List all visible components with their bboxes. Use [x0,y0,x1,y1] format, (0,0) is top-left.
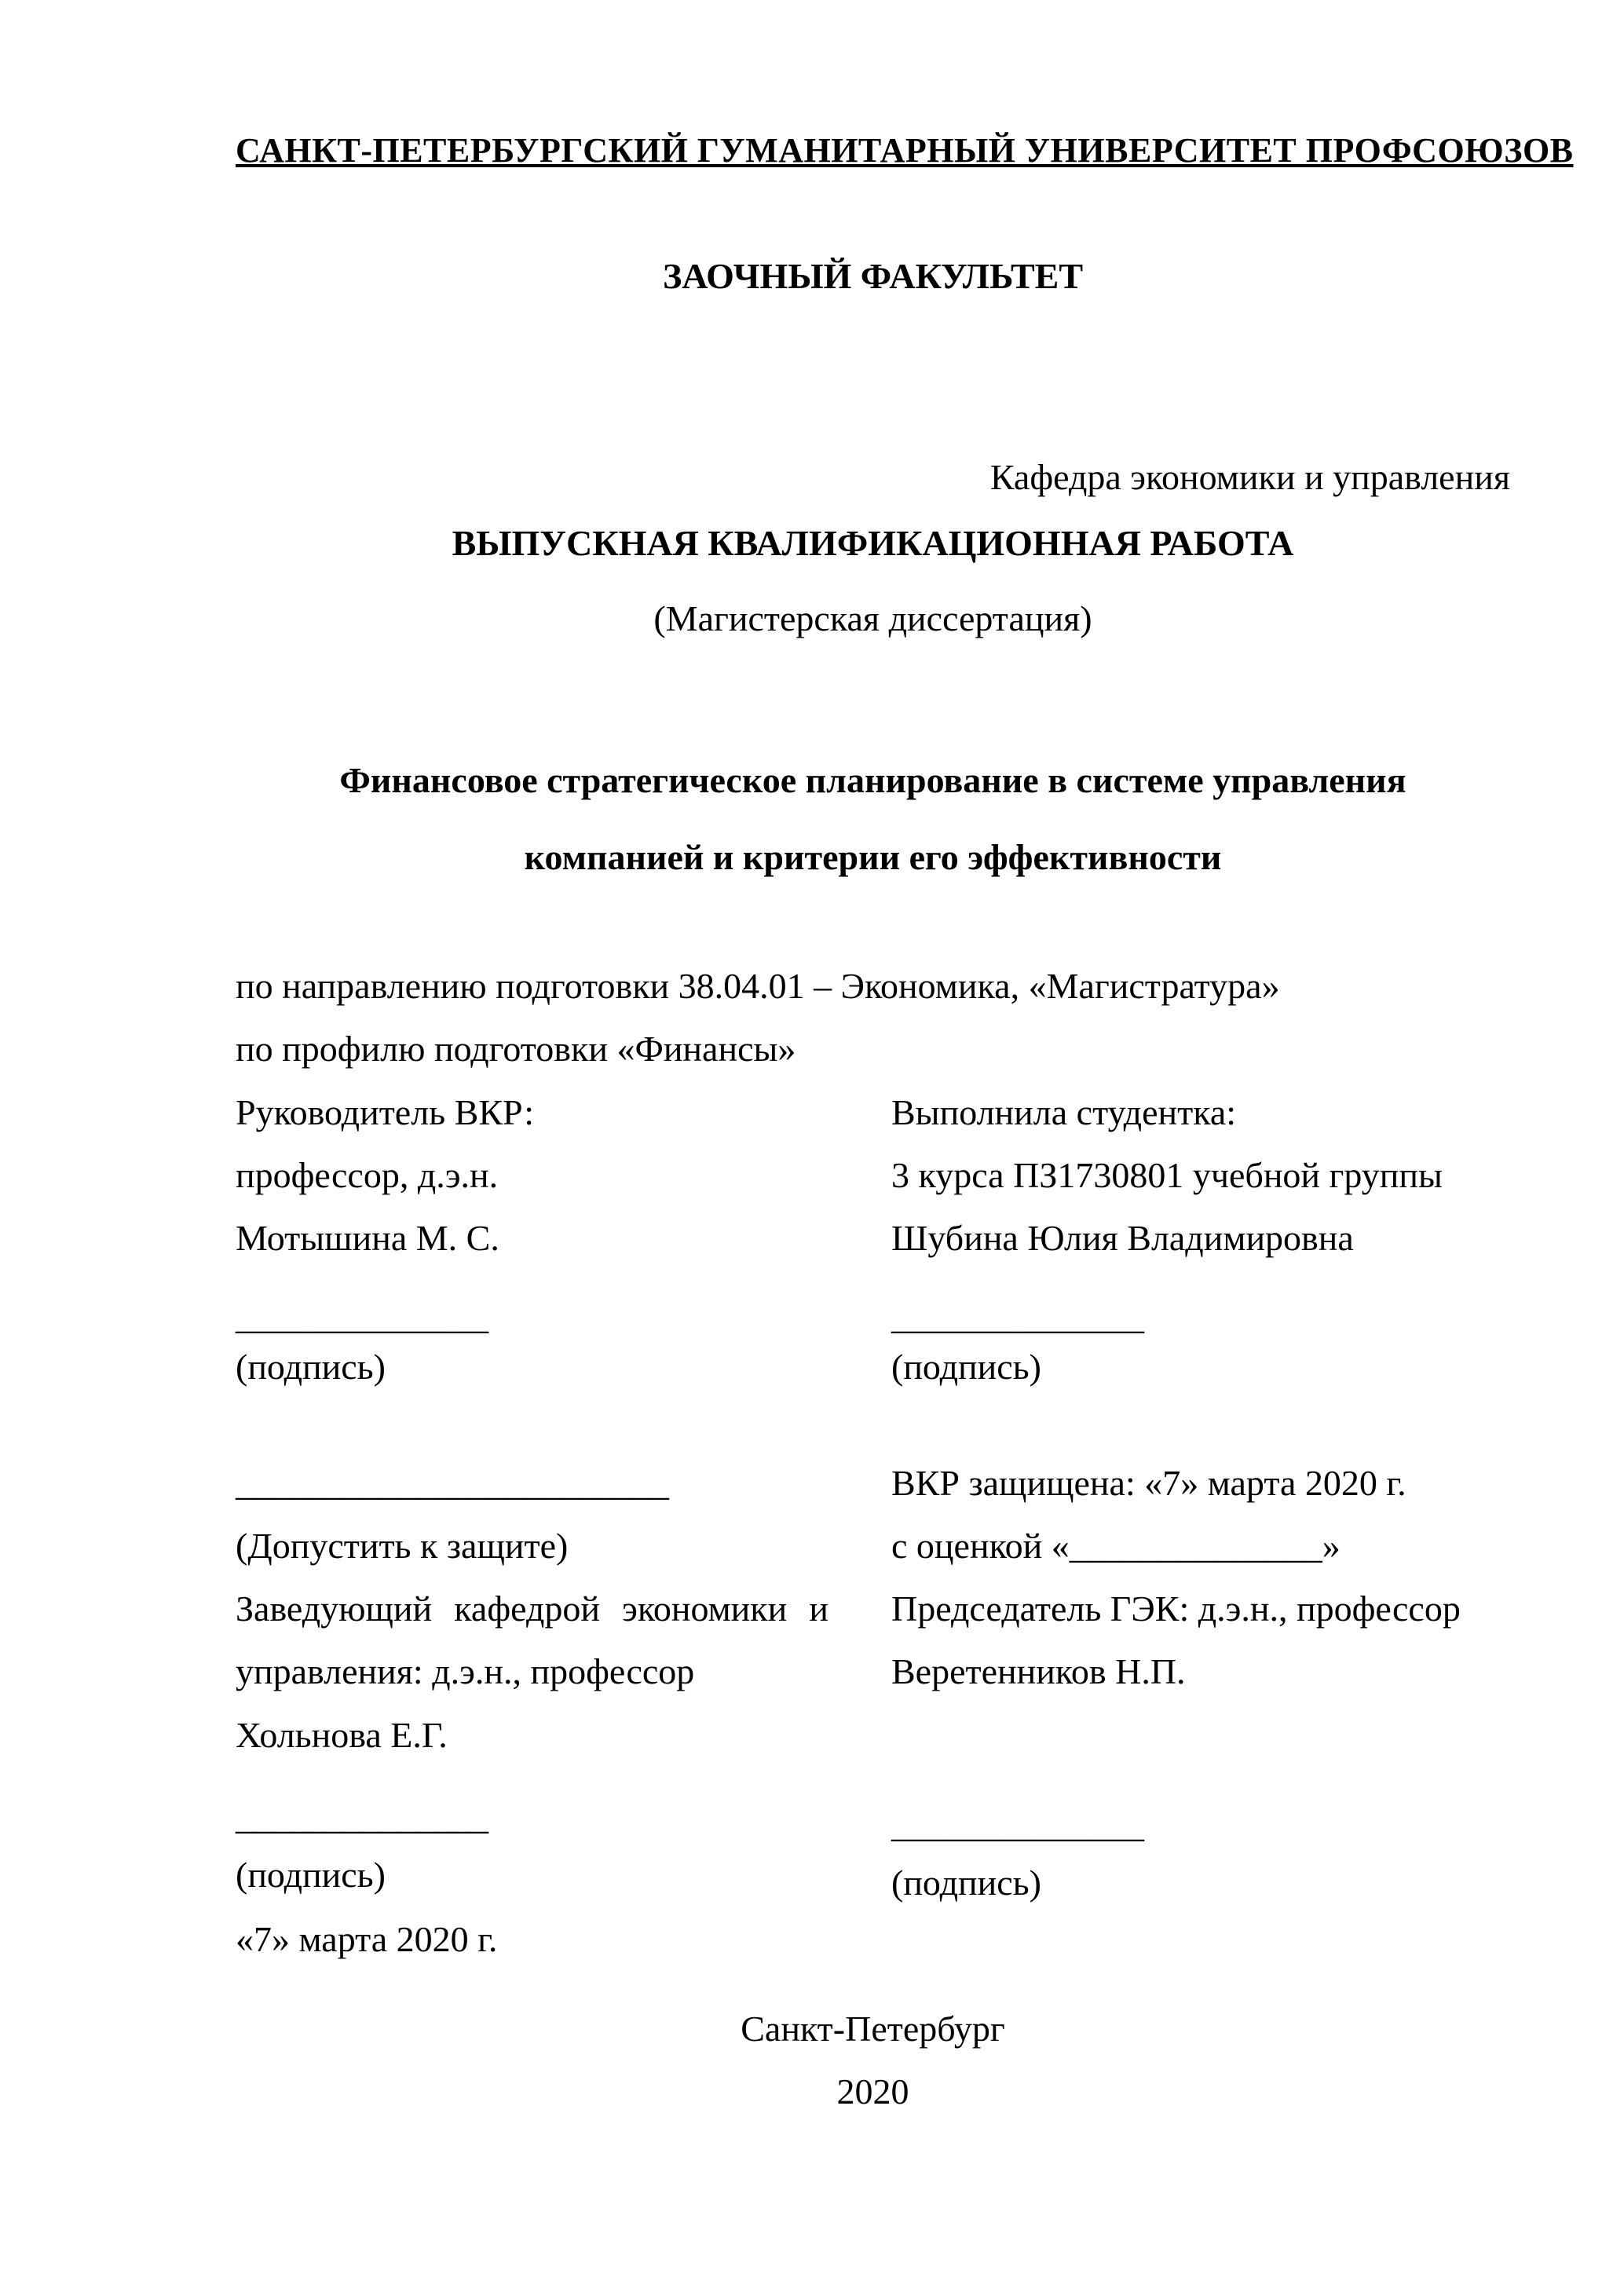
department-head-line1: Заведующий кафедрой экономики и [236,1589,828,1629]
work-subtype: (Магистерская диссертация) [653,598,1092,638]
signature-lines-row-2 [236,1795,1510,1847]
supervisor-label: Руководитель ВКР: [236,1091,535,1132]
thesis-title-line2: компанией и критерии его эффективности [524,837,1222,878]
city-name: Санкт-Петербург [741,2008,1005,2049]
admission-date: «7» марта 2020 г. [236,1918,498,1959]
profile-line: по профилю подготовки «Финансы» [236,1029,796,1069]
student-group: 3 курса ПЗ1730801 учебной группы [891,1154,1443,1195]
degree-group-row [236,1153,1510,1197]
thesis-title-line1: Финансовое стратегическое планирование в системе управления [339,760,1406,801]
university-name: САНКТ-ПЕТЕРБУРГСКИЙ ГУМАНИТАРНЫЙ УНИВЕРСИТЕТ ПРОФСОЮЗОВ [236,131,1574,170]
admission-signature-line: ______________ [236,1796,488,1837]
year: 2020 [836,2071,909,2112]
student-signature-line: ______________ [891,1296,1144,1336]
signature-lines-row-1 [236,1295,1510,1339]
roles-row [236,1091,1510,1135]
student-name: Шубина Юлия Владимировна [891,1217,1354,1258]
student-label: Выполнила студентка: [891,1091,1237,1132]
chairman-signature-line: ______________ [891,1804,1144,1844]
head-name-row [236,1713,1510,1757]
admission-caption: (Допустить к защите) [236,1526,569,1567]
signature-captions-row-2 [236,1853,1510,1905]
admission-signature-caption: (подпись) [236,1854,386,1895]
admission-grade-row [236,1524,1510,1568]
department-name: Кафедра экономики и управления [989,456,1510,497]
defense-grade: с оценкой «______________» [891,1526,1341,1567]
chairman-signature-caption: (подпись) [891,1862,1041,1903]
supervisor-degree: профессор, д.э.н. [236,1154,499,1195]
supervisor-name: Мотышина М. С. [236,1217,499,1258]
head-chairman-row-1 [236,1587,1510,1631]
supervisor-signature-caption: (подпись) [236,1346,386,1387]
department-head-line2: управления: д.э.н., профессор [236,1651,695,1692]
supervisor-signature-line: ______________ [236,1296,488,1336]
work-type: ВЫПУСКНАЯ КВАЛИФИКАЦИОННАЯ РАБОТА [452,522,1294,563]
department-head-name: Хольнова Е.Г. [236,1714,448,1755]
faculty-name: ЗАОЧНЫЙ ФАКУЛЬТЕТ [662,255,1084,296]
names-row [236,1216,1510,1260]
head-chairman-row-2 [236,1650,1510,1694]
admission-date-row [236,1918,1510,1961]
chairman-line: Председатель ГЭК: д.э.н., профессор [891,1589,1461,1629]
direction-line: по направлению подготовки 38.04.01 – Экономика, «Магистратура» [236,966,1280,1007]
chairman-name: Веретенников Н.П. [891,1651,1186,1692]
signature-captions-row-1 [236,1345,1510,1389]
student-signature-caption: (подпись) [891,1346,1041,1387]
admission-line: ________________________ [236,1463,669,1504]
defense-defended: ВКР защищена: «7» марта 2020 г. [891,1463,1406,1504]
admission-defended-row [236,1461,1510,1505]
